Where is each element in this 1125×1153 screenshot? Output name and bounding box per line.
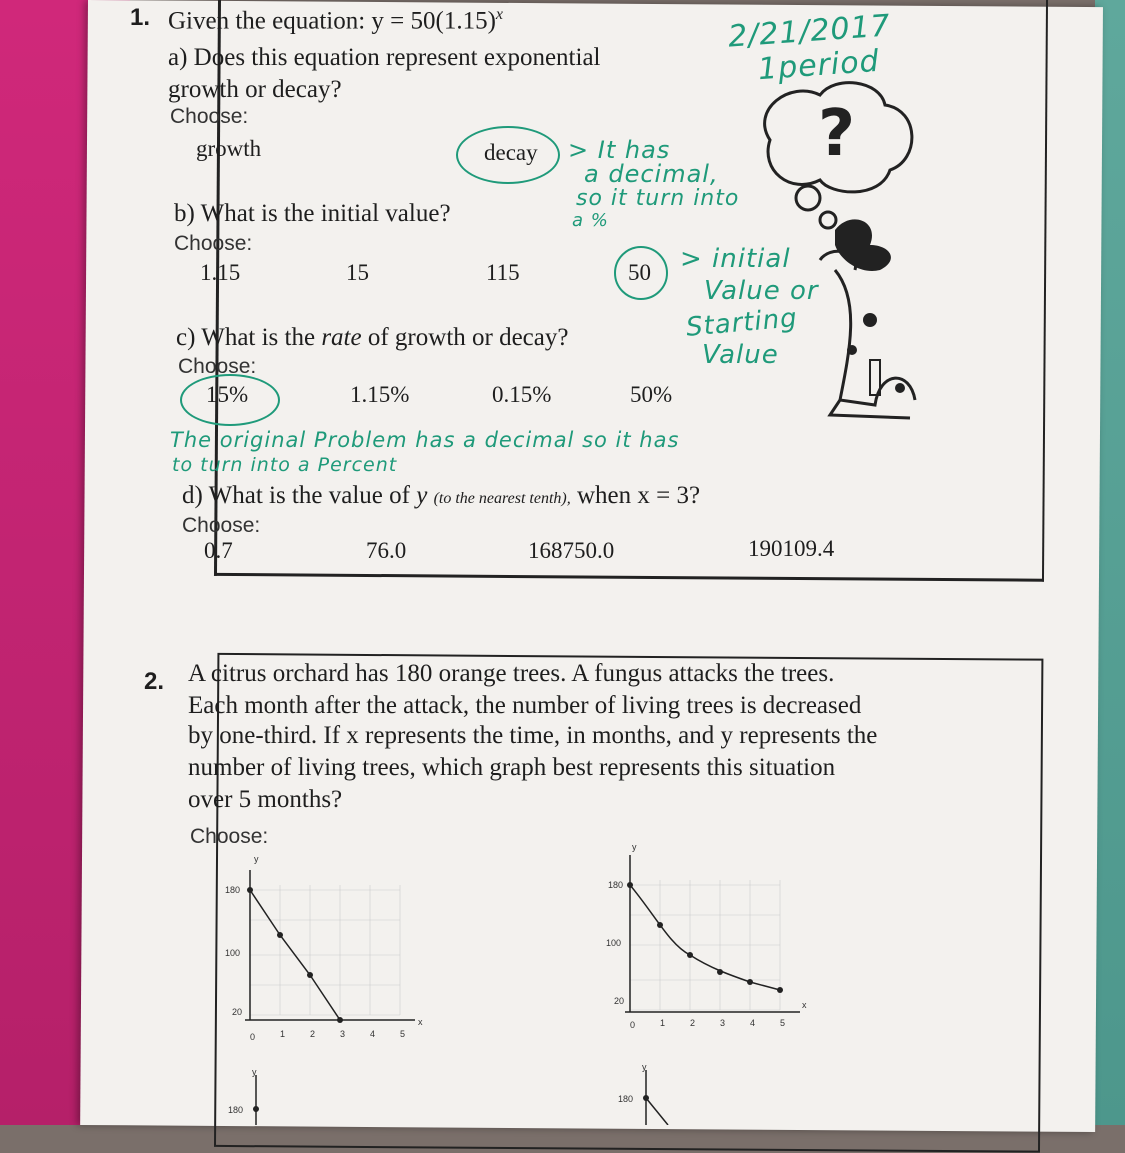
- graph-a-y-tick-100: 100: [225, 948, 241, 958]
- part-c-choose-label: Choose:: [178, 355, 257, 378]
- part-c-option-4[interactable]: 50%: [630, 382, 673, 407]
- graph-a-x-tick-2: 2: [310, 1029, 316, 1039]
- graph-c-y-tick-180: 180: [228, 1105, 244, 1115]
- part-d-prompt: d) What is the value of y (to the nearest tenth), when x = 3?: [182, 482, 701, 509]
- graph-b-x-tick-1: 1: [660, 1018, 666, 1028]
- question-mark-icon: ?: [818, 97, 856, 171]
- graph-a-x-tick-3: 3: [340, 1029, 346, 1039]
- part-c-option-1[interactable]: 15%: [206, 382, 249, 407]
- q2-line-2: Each month after the attack, the number of living trees is decreased: [188, 692, 862, 719]
- part-c-prompt: c) What is the rate of growth or decay?: [176, 324, 569, 351]
- q2-line-3: by one-third. If x represents the time, in months, and y represents the: [188, 722, 878, 749]
- graph-c-y-label: y: [252, 1067, 257, 1077]
- part-a-choose-label: Choose:: [170, 105, 249, 128]
- part-a-option-decay[interactable]: decay: [484, 140, 538, 165]
- graph-a-x-tick-1: 1: [280, 1029, 286, 1039]
- answer-circle-50: [614, 246, 668, 300]
- graph-a-y-tick-20: 20: [232, 1007, 243, 1017]
- decay-note-line2: a decimal,: [584, 160, 719, 188]
- handwritten-period: 1period: [756, 43, 881, 88]
- graph-option-b[interactable]: [600, 840, 815, 1040]
- part-b-option-4[interactable]: 50: [628, 260, 651, 285]
- question-1-number: 1.: [130, 4, 151, 31]
- question-2-number: 2.: [144, 668, 165, 695]
- part-b-choose-label: Choose:: [174, 232, 253, 255]
- initial-note-line3: Starting: [684, 303, 799, 343]
- decay-note-line1: > It has: [568, 136, 671, 164]
- part-c-option-2[interactable]: 1.15%: [350, 382, 410, 407]
- rate-note-line1: The original Problem has a decimal so it has: [170, 428, 680, 452]
- q2-line-5: over 5 months?: [188, 786, 343, 813]
- graph-b-x-tick-5: 5: [780, 1018, 786, 1028]
- part-d-option-4[interactable]: 190109.4: [748, 536, 835, 561]
- part-b-option-3[interactable]: 115: [486, 260, 520, 285]
- initial-note-line4: Value: [702, 340, 779, 370]
- part-b-option-2[interactable]: 15: [346, 260, 369, 285]
- part-b-option-1[interactable]: 1.15: [200, 260, 241, 285]
- graph-a-x-tick-4: 4: [370, 1029, 376, 1039]
- part-d-option-3[interactable]: 168750.0: [528, 538, 615, 563]
- graph-option-a[interactable]: [220, 855, 430, 1045]
- graph-d-y-tick-180: 180: [618, 1094, 634, 1104]
- dog-doodle: [740, 70, 940, 440]
- graph-b-y-tick-180: 180: [608, 880, 624, 890]
- q2-line-4: number of living trees, which graph best represents this situation: [188, 754, 836, 781]
- graph-a-x-tick-0: 0: [250, 1032, 256, 1042]
- graph-b-x-tick-4: 4: [750, 1018, 756, 1028]
- part-d-choose-label: Choose:: [182, 514, 261, 537]
- initial-note-line2: Value or: [704, 276, 819, 306]
- question-1-stem: Given the equation: $y = 50(1.15)^x$: [168, 6, 504, 35]
- graph-b-x-label: x: [802, 1000, 807, 1010]
- part-a-prompt: a) Does this equation represent exponential: [168, 44, 601, 71]
- answer-circle-15: [180, 374, 280, 426]
- part-d-option-1[interactable]: 0.7: [204, 538, 233, 563]
- graph-b-x-tick-2: 2: [690, 1018, 696, 1028]
- rate-note-line2: to turn into a Percent: [172, 454, 398, 476]
- graph-b-y-tick-20: 20: [614, 996, 625, 1006]
- handwritten-date: 2/21/2017: [726, 8, 892, 55]
- part-d-option-2[interactable]: 76.0: [366, 538, 407, 563]
- graph-d-y-label: y: [642, 1062, 647, 1072]
- graph-b-x-tick-3: 3: [720, 1018, 726, 1028]
- initial-note-line1: > initial: [680, 244, 791, 274]
- part-a-prompt-line2: growth or decay?: [168, 76, 342, 103]
- decay-note-line3: so it turn into: [576, 186, 740, 211]
- answer-circle-decay: [456, 126, 560, 184]
- graph-a-y-tick-180: 180: [225, 885, 241, 895]
- graph-b-y-label: y: [632, 842, 637, 852]
- part-c-option-3[interactable]: 0.15%: [492, 382, 552, 407]
- graph-a-x-label: x: [418, 1017, 423, 1027]
- graph-a-x-tick-5: 5: [400, 1029, 406, 1039]
- q2-choose-label: Choose:: [190, 825, 269, 848]
- graph-option-d-partial[interactable]: [610, 1058, 730, 1125]
- graph-a-y-label: y: [254, 855, 259, 864]
- part-b-prompt: b) What is the initial value?: [174, 200, 451, 227]
- q2-line-1: A citrus orchard has 180 orange trees. A fungus attacks the trees.: [188, 660, 835, 687]
- graph-b-y-tick-100: 100: [606, 938, 622, 948]
- part-a-option-growth[interactable]: growth: [196, 136, 262, 161]
- graph-option-c-partial[interactable]: [220, 1065, 340, 1125]
- graph-b-x-tick-0: 0: [630, 1020, 636, 1030]
- decay-note-line4: a %: [572, 210, 609, 231]
